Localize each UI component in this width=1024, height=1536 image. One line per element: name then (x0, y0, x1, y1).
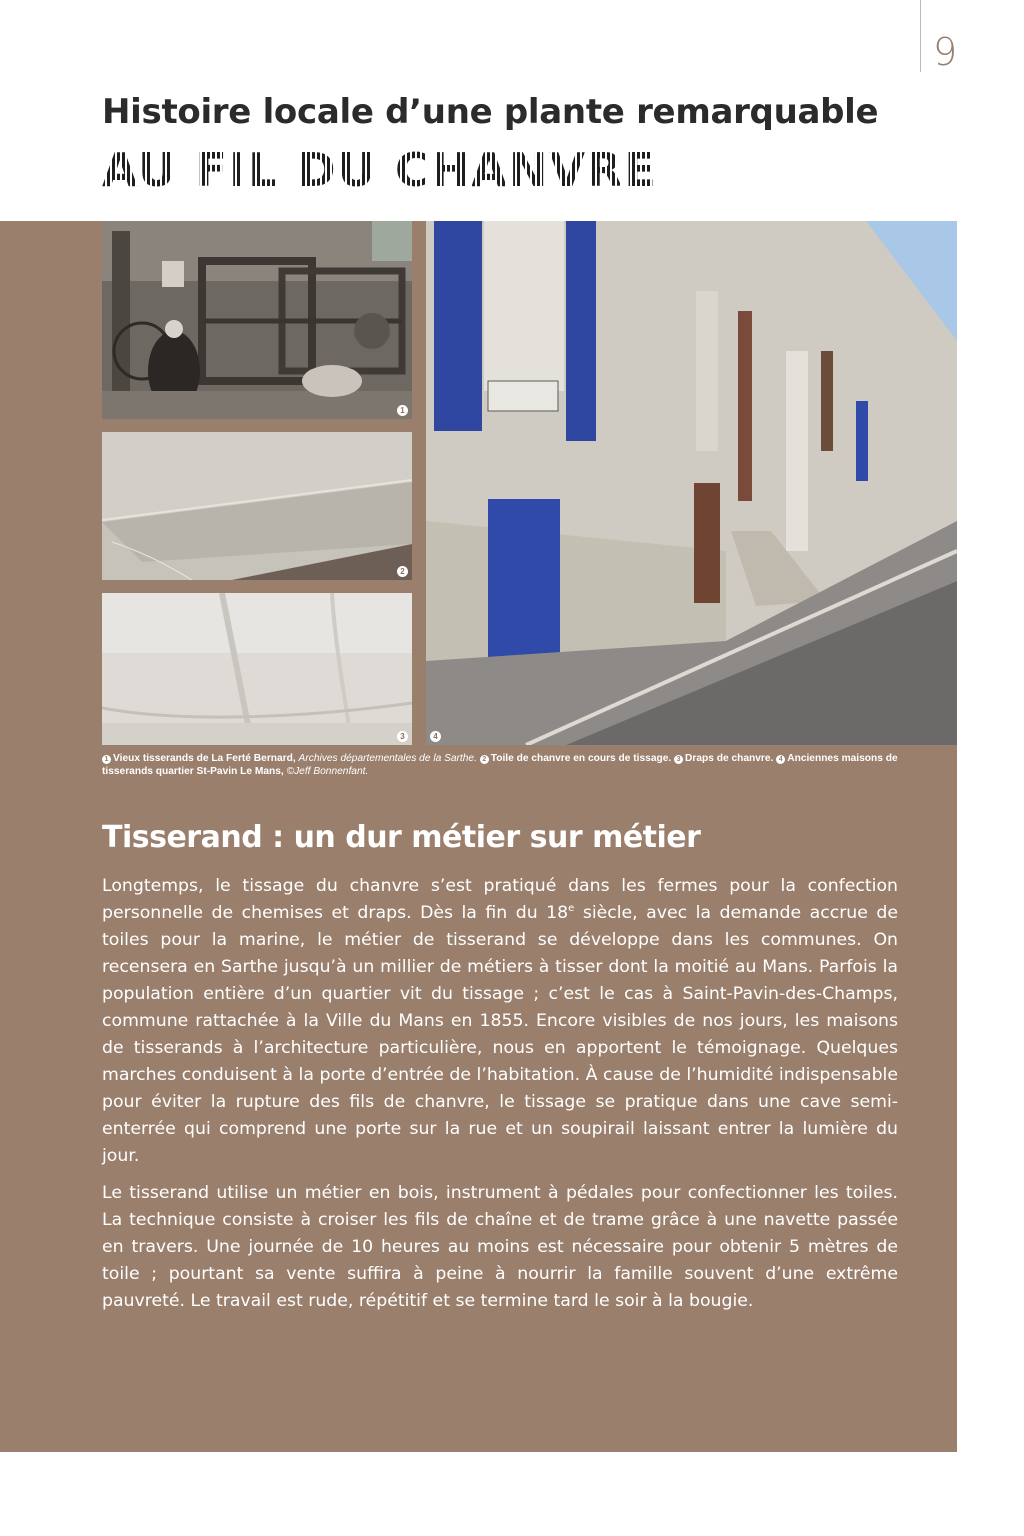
caption-1-text: Vieux tisserands de La Ferté Bernard, (113, 753, 296, 764)
photo-number-badge: 1 (397, 405, 408, 416)
article-body (102, 873, 898, 1325)
photo-hemp-cloth (102, 432, 412, 580)
article-paragraph-2: Le tisserand utilise un métier en bois, instrument à pédales pour confectionner les toiles. La technique consiste à croiser les fils de chaîne et de trame grâce à une navette passée en travers. Une journée de 10 heures au moins est nécessaire pour obtenir 5 mètres de toile ; pourtant sa vente suffira à peine à nourrir la famille souvent d’une extrême pauvreté. Le travail est rude, répétitif et se termine tard le soir à la bougie. (102, 1183, 898, 1311)
paragraph-1-start: Longtemps, le tissage du chanvre s’est pratiqué dans les fermes pour la confection personnelle de chemises et draps. Dès la fin du 18 (102, 876, 898, 923)
caption-4-text: Anciennes maisons de tisserands quartier St-Pavin Le Mans, (102, 753, 898, 777)
photo-old-weavers (102, 221, 412, 419)
page-title: AU FIL DU CHANVRE (102, 143, 658, 197)
page-kicker: Histoire locale d’une plante remarquable (102, 92, 879, 132)
caption-3-text: Draps de chanvre. (685, 753, 774, 764)
photo-number-badge: 3 (397, 731, 408, 742)
photo-number-badge: 2 (397, 566, 408, 577)
page-number-rule (920, 0, 921, 72)
ordinal-superscript: e (568, 903, 575, 915)
caption-2-text: Toile de chanvre en cours de tissage. (490, 753, 672, 764)
caption-4-credit: ©Jeff Bonnenfant. (286, 766, 369, 777)
caption-number-2: 2 (480, 755, 489, 764)
paragraph-1-end: siècle, avec la demande accrue de toiles pour la marine, le métier de tisserand se développe dans les communes. On recensera en Sarthe jusqu’à un millier de métiers à tisser dont la moitié au Mans. Parfois la population entière d’un quartier vit du tissage ; c’est le cas à Saint-Pavin-des-Champs, commune rattachée à la Ville du Mans en 1855. Encore visibles de nos jours, les maisons de tisserands à l’architecture particulière, nous en apportent le témoignage. Quelques marches conduisent à la porte d’entrée de l’habitation. À cause de l’humidité indispensable pour éviter la rupture des fils de chanvre, le tissage se pratique dans une cave semi-enterrée qui comprend une porte sur la rue et un soupirail laissant entrer la lumière du jour. (102, 903, 898, 1166)
caption-number-3: 3 (674, 755, 683, 764)
caption-1-credit: Archives départementales de la Sarthe. (298, 753, 477, 764)
caption-number-1: 1 (102, 755, 111, 764)
caption-number-4: 4 (776, 755, 785, 764)
section-heading: Tisserand : un dur métier sur métier (102, 820, 701, 855)
page-number: 9 (933, 30, 958, 74)
photo-hemp-sheets (102, 593, 412, 745)
article-paragraph-1 (102, 873, 898, 1170)
photo-caption (102, 752, 902, 778)
photo-weavers-houses (426, 221, 957, 745)
photo-number-badge: 4 (430, 731, 441, 742)
